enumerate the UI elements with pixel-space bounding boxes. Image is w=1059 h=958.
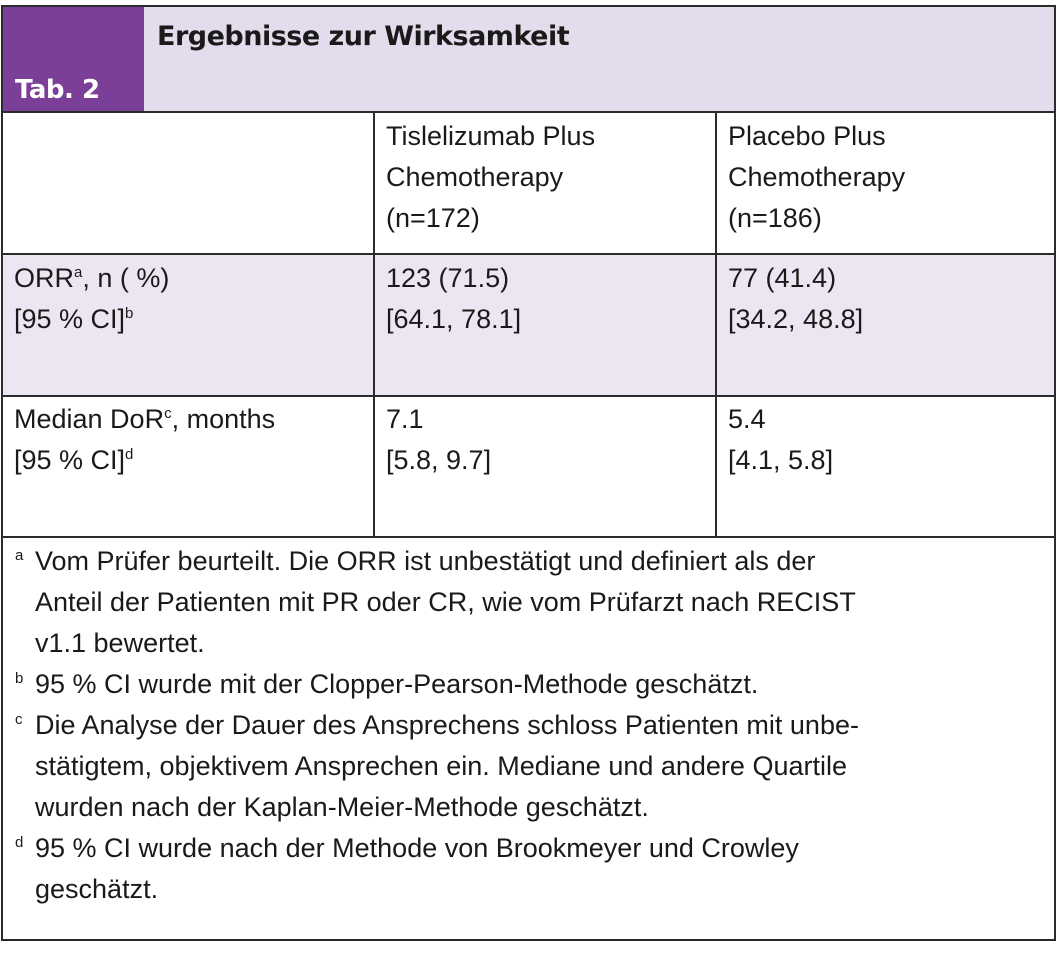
- cell-dor-placebo: [728, 399, 833, 481]
- cell-value: 123 (71.5): [386, 263, 510, 293]
- column-header-line: Tislelizumab Plus: [386, 121, 596, 151]
- row-label-line: [14, 258, 169, 299]
- cell-orr-placebo: [728, 258, 863, 340]
- cell-value: 5.4: [728, 404, 766, 434]
- footnote-b: [15, 664, 1045, 705]
- column-header-tislelizumab: [386, 116, 595, 239]
- label-text: [95 % CI]: [14, 304, 126, 334]
- footnote-d: [15, 828, 1045, 910]
- label-text: , months: [171, 404, 276, 434]
- row-divider: [3, 395, 1054, 397]
- row-sublabel-line: [14, 299, 169, 340]
- column-header-line: (n=186): [728, 203, 822, 233]
- cell-value: 7.1: [386, 404, 424, 434]
- tab-number-badge: [3, 7, 144, 111]
- footnote-line: Anteil der Patienten mit PR oder CR, wie vom Prüfarzt nach RECIST: [35, 587, 856, 617]
- footnote-line: 95 % CI wurde nach der Methode von Brookmeyer und Crowley: [35, 833, 799, 863]
- cell-orr-tislelizumab: [386, 258, 521, 340]
- row-divider: [3, 253, 1054, 255]
- column-header-line: Placebo Plus: [728, 121, 886, 151]
- cell-ci: [5.8, 9.7]: [386, 445, 492, 475]
- footnote-mark: a: [15, 547, 24, 564]
- table-header: [3, 7, 1054, 113]
- footnote-ref: c: [164, 405, 172, 422]
- column-divider: [373, 113, 375, 536]
- footnote-line: wurden nach der Kaplan-Meier-Methode geschätzt.: [35, 792, 649, 822]
- tab-number: Tab. 2: [15, 75, 100, 105]
- row-divider: [3, 536, 1054, 538]
- footnote-line: 95 % CI wurde mit der Clopper-Pearson-Methode geschätzt.: [35, 669, 759, 699]
- footnote-line: geschätzt.: [35, 874, 159, 904]
- cell-ci: [34.2, 48.8]: [728, 304, 864, 334]
- cell-dor-tislelizumab: [386, 399, 491, 481]
- label-text: ORR: [14, 263, 74, 293]
- footnote-line: v1.1 bewertet.: [35, 628, 205, 658]
- footnotes: [15, 541, 1045, 910]
- label-text: [95 % CI]: [14, 445, 126, 475]
- table-title: Ergebnisse zur Wirksamkeit: [157, 21, 570, 52]
- footnote-ref: b: [125, 305, 134, 322]
- label-text: Median DoR: [14, 404, 165, 434]
- footnote-ref: d: [125, 446, 134, 463]
- column-header-line: (n=172): [386, 203, 480, 233]
- footnote-line: Vom Prüfer beurteilt. Die ORR ist unbestätigt und definiert als der: [35, 546, 816, 576]
- footnote-ref: a: [74, 264, 83, 281]
- footnote-line: Die Analyse der Dauer des Ansprechens schloss Patienten mit unbe-: [35, 710, 859, 740]
- footnote-mark: c: [15, 711, 23, 728]
- column-divider: [715, 113, 717, 536]
- footnote-a: [15, 541, 1045, 664]
- row-label-line: [14, 399, 275, 440]
- column-header-line: Chemotherapy: [728, 162, 906, 192]
- row-label-dor: [14, 399, 275, 481]
- footnote-mark: b: [15, 670, 24, 687]
- cell-value: 77 (41.4): [728, 263, 837, 293]
- cell-ci: [4.1, 5.8]: [728, 445, 834, 475]
- row-sublabel-line: [14, 440, 275, 481]
- column-header-line: Chemotherapy: [386, 162, 564, 192]
- label-text: , n ( %): [82, 263, 170, 293]
- footnote-mark: d: [15, 834, 24, 851]
- footnote-line: stätigtem, objektivem Ansprechen ein. Mediane und andere Quartile: [35, 751, 847, 781]
- footnote-c: [15, 705, 1045, 828]
- column-header-placebo: [728, 116, 905, 239]
- row-label-orr: [14, 258, 169, 340]
- efficacy-table: [1, 5, 1056, 941]
- cell-ci: [64.1, 78.1]: [386, 304, 522, 334]
